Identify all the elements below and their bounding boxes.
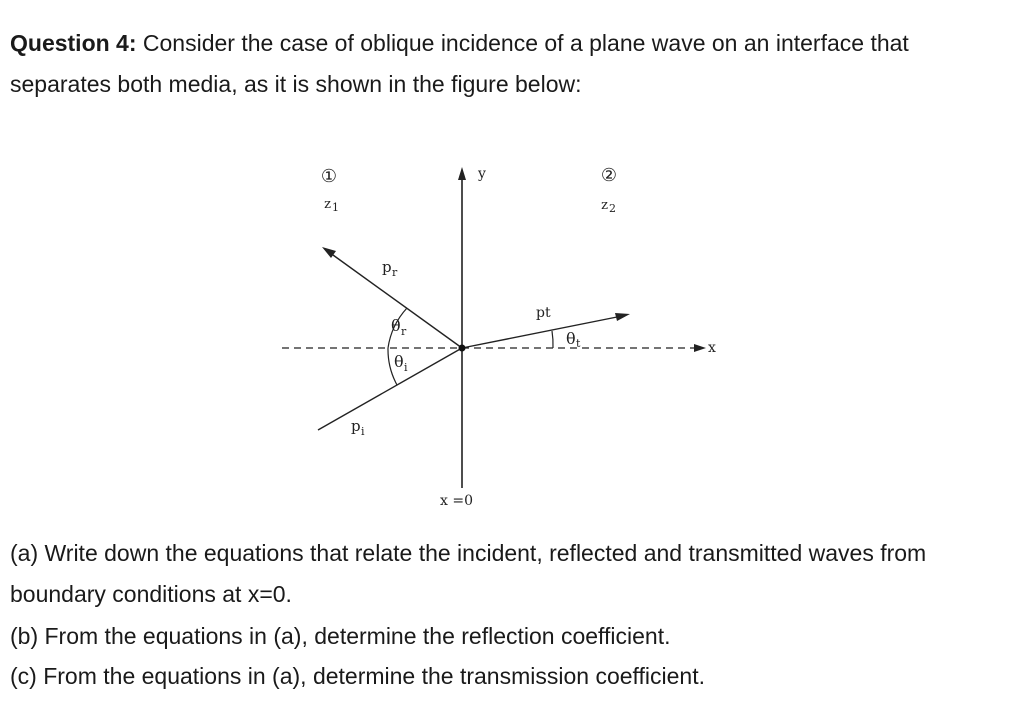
medium-1-impedance-label: z	[324, 197, 331, 212]
x-axis-label: x	[708, 340, 716, 356]
medium-1-marker: ①	[320, 166, 338, 187]
question-body: Consider the case of oblique incidence of a plane wave on an interface that separates both media, as it is shown in the figure below:	[10, 30, 909, 97]
transmitted-ray-arrowhead	[615, 313, 630, 321]
transmitted-ray-label: pt	[536, 305, 551, 321]
part-b-text: (b) From the equations in (a), determine the reflection coefficient.	[10, 623, 671, 649]
transmitted-ray	[462, 317, 617, 348]
incidence-angle-subscript: i	[404, 361, 408, 374]
incidence-point	[459, 345, 466, 352]
x-axis-arrowhead	[694, 344, 706, 352]
reflected-ray-label: p	[382, 258, 392, 276]
medium-1-impedance-subscript: 1	[332, 201, 339, 214]
incident-ray-subscript: i	[361, 425, 365, 438]
transmission-angle-label: θ	[566, 329, 576, 348]
reflection-angle-label: θ	[391, 316, 401, 335]
interface-label: x =0	[440, 493, 473, 509]
medium-2-marker: ②	[600, 165, 618, 186]
y-axis-label: y	[478, 166, 486, 182]
reflection-angle-subscript: r	[401, 325, 407, 338]
medium-2-impedance-subscript: 2	[609, 202, 616, 215]
y-axis-arrowhead	[458, 167, 466, 180]
transmission-angle-arc	[552, 331, 553, 348]
part-c-text: (c) From the equations in (a), determine the transmission coefficient.	[10, 663, 705, 689]
question-label: Question 4:	[10, 30, 137, 56]
incident-ray	[318, 348, 462, 430]
transmission-angle-subscript: t	[576, 337, 581, 350]
part-a-text: (a) Write down the equations that relate the incident, reflected and transmitted waves from boundary conditions at x=0.	[10, 540, 927, 607]
reflected-ray-subscript: r	[392, 266, 398, 279]
incident-ray-label: p	[351, 417, 361, 435]
incidence-angle-label: θ	[394, 352, 404, 371]
medium-2-impedance-label: z	[601, 198, 608, 213]
